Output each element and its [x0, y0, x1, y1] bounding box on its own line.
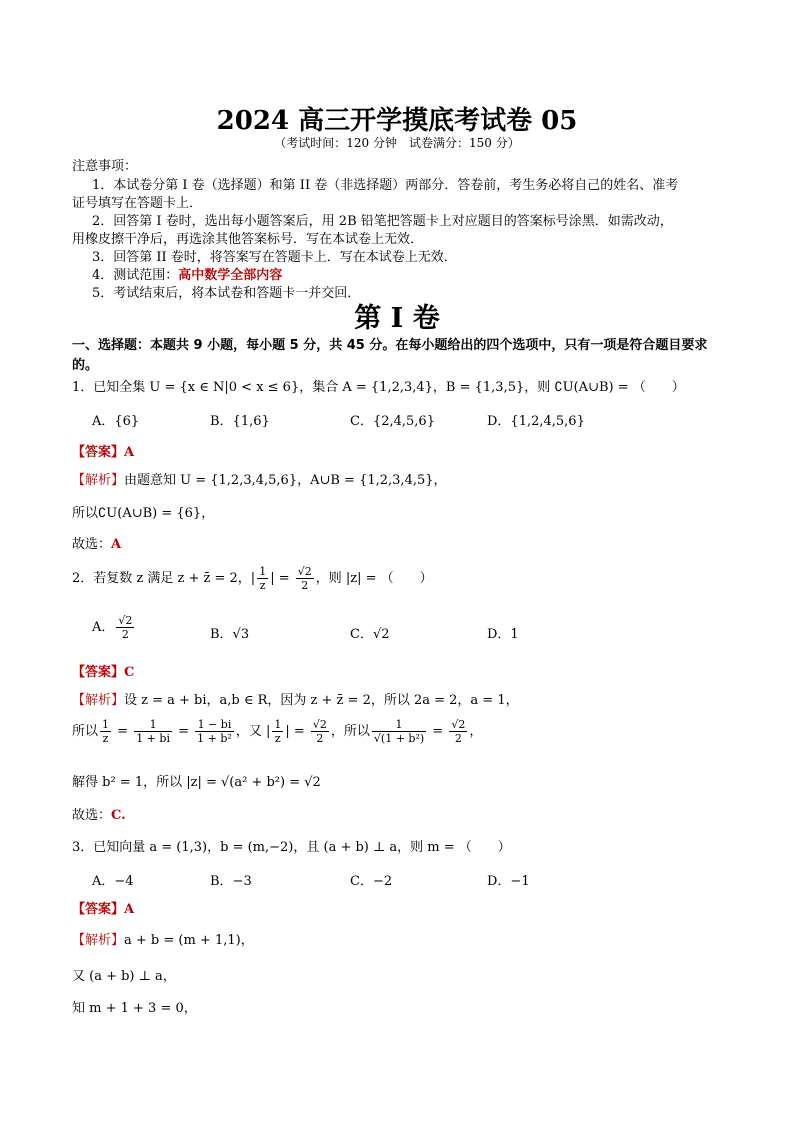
- choose-label: 故选：: [72, 537, 112, 552]
- question-1-stem: 1．已知全集 U = {x ∈ N|0 < x ≤ 6}，集合 A = {1,2,3,4}，B = {1,3,5}，则 ∁U(A∪B) = （ ）: [72, 380, 685, 395]
- answer-label: 【答案】: [72, 445, 125, 460]
- notice-item-2-line-2: 用橡皮擦干净后，再选涂其他答案标号．写在本试卷上无效．: [72, 232, 424, 247]
- numerator: 1: [259, 565, 267, 578]
- question-2-option-c: C．√2: [350, 627, 390, 642]
- question-3-option-d: D．−1: [487, 874, 530, 889]
- question-1-option-d: D．{1,2,4,5,6}: [487, 414, 585, 429]
- fraction: [296, 565, 314, 592]
- answer-value: A: [124, 445, 135, 460]
- notice-item-4-prefix: 4．测试范围：: [92, 268, 179, 283]
- analysis-label: 【解析】: [72, 933, 125, 948]
- choose-label: 故选：: [72, 808, 112, 823]
- stem-text: 2．若复数 z 满足 z + z̄ = 2，|: [72, 571, 256, 586]
- question-3-answer: [72, 898, 134, 917]
- fraction: [449, 718, 467, 745]
- question-3-analysis-line-3: 知 m + 1 + 3 = 0，: [72, 1001, 197, 1016]
- numerator: √2: [297, 565, 312, 578]
- section-heading: 一、选择题：本题共 9 小题，每小题 5 分，共 45 分。在每小题给出的四个选项中，只有一项是符合题目要求的。: [72, 338, 708, 373]
- denominator: z: [102, 732, 109, 745]
- analysis-text: ∁U(A∪B) = {6}，: [98, 506, 215, 521]
- choose-value: A: [111, 537, 122, 552]
- analysis-label: 【解析】: [72, 693, 125, 708]
- numerator: 1: [134, 718, 172, 732]
- question-2-option-b: B．√3: [210, 627, 250, 642]
- notice-item-2-line-1: 2．回答第 I 卷时，选出每小题答案后，用 2B 铅笔把答题卡上对应题目的答案标号涂黑．如需改动，: [92, 214, 673, 229]
- question-1-analysis: [72, 469, 447, 488]
- denominator: z: [259, 579, 266, 592]
- question-2-choose: [72, 804, 126, 823]
- notice-heading: 注意事项：: [72, 159, 138, 174]
- notice-item-4: [92, 264, 282, 283]
- fraction: [311, 718, 329, 745]
- question-3-analysis: [72, 929, 254, 948]
- exam-subtitle: （考试时间：120 分钟 试卷满分：150 分）: [274, 136, 520, 150]
- question-2-analysis-line-3: 解得 b² = 1，所以 |z| = √(a² + b²) = √2: [72, 775, 321, 790]
- volume-title: 第 I 卷: [354, 303, 440, 334]
- question-3-option-b: B．−3: [210, 874, 252, 889]
- text: =: [428, 724, 448, 739]
- notice-item-5: 5．考试结束后，将本试卷和答题卡一并交回．: [92, 286, 361, 301]
- numerator: 1 − bi: [195, 718, 234, 732]
- denominator: √(1 + b²): [373, 732, 425, 745]
- notice-item-3: 3．回答第 II 卷时，将答案写在答题卡上．写在本试卷上无效．: [92, 250, 457, 265]
- answer-label: 【答案】: [72, 665, 125, 680]
- text: =: [173, 724, 194, 739]
- analysis-text: 由题意知 U = {1,2,3,4,5,6}，A∪B = {1,2,3,4,5}，: [124, 473, 447, 488]
- text: =: [113, 724, 133, 739]
- fraction: [257, 565, 268, 592]
- fraction: [272, 718, 283, 745]
- denominator: 2: [121, 628, 129, 641]
- test-scope: 高中数学全部内容: [178, 268, 283, 283]
- exam-title: 2024 高三开学摸底考试卷 05: [216, 106, 578, 136]
- denominator: 2: [316, 732, 324, 745]
- fraction: [100, 718, 111, 745]
- question-1-analysis-line-2: [72, 502, 214, 521]
- fraction: [372, 718, 426, 745]
- answer-value: A: [124, 902, 135, 917]
- denominator: 1 + b²: [197, 732, 232, 745]
- numerator: √2: [118, 614, 133, 627]
- analysis-label: 【解析】: [72, 473, 125, 488]
- question-2-option-d: D．1: [487, 627, 519, 642]
- numerator: 1: [274, 718, 282, 731]
- denominator: z: [274, 732, 281, 745]
- stem-text: | =: [270, 571, 294, 586]
- denominator: 2: [301, 579, 309, 592]
- so-label: 所以: [72, 506, 99, 521]
- question-3-stem: 3．已知向量 a = (1,3)，b = (m,−2)，且 (a + b) ⊥ a，则 m = （ ）: [72, 840, 511, 855]
- fraction: [195, 718, 234, 745]
- fraction: [116, 614, 134, 641]
- question-1-option-b: B．{1,6}: [210, 414, 270, 429]
- numerator: 1: [102, 718, 110, 731]
- answer-value: C: [124, 665, 135, 680]
- analysis-text: a + b = (m + 1,1)，: [124, 933, 254, 948]
- text: ，又 |: [235, 724, 271, 739]
- choose-value: C.: [111, 808, 126, 823]
- numerator: 1: [372, 718, 426, 732]
- question-1-option-a: A．{6}: [92, 414, 140, 429]
- analysis-text: 设 z = a + bi，a,b ∈ R，因为 z + z̄ = 2，所以 2a = 2，a = 1，: [124, 693, 519, 708]
- question-3-option-a: A．−4: [92, 874, 134, 889]
- option-label: A．: [92, 620, 115, 635]
- fraction: [134, 718, 172, 745]
- text: ，所以: [330, 724, 370, 739]
- question-3-option-c: C．−2: [350, 874, 393, 889]
- numerator: √2: [451, 718, 466, 731]
- denominator: 1 + bi: [136, 732, 170, 745]
- denominator: 2: [454, 732, 462, 745]
- question-3-analysis-line-2: 又 (a + b) ⊥ a，: [72, 969, 176, 984]
- question-2-answer: [72, 661, 134, 680]
- stem-text: ，则 |z| = （ ）: [315, 571, 433, 586]
- question-1-option-c: C．{2,4,5,6}: [350, 414, 435, 429]
- question-2-analysis-line-2: [72, 718, 482, 745]
- question-1-answer: [72, 441, 134, 460]
- question-2-option-a: [92, 614, 136, 641]
- text: | =: [285, 724, 309, 739]
- notice-item-1-line-1: 1．本试卷分第 I 卷（选择题）和第 II 卷（非选择题）两部分．答卷前，考生务必将自己的姓名、准考: [92, 178, 679, 193]
- notice-item-1-line-2: 证号填写在答题卡上．: [72, 196, 203, 211]
- numerator: √2: [312, 718, 327, 731]
- question-2-analysis: [72, 689, 519, 708]
- question-1-choose: [72, 533, 121, 552]
- answer-label: 【答案】: [72, 902, 125, 917]
- text: ，: [469, 724, 483, 739]
- text: 所以: [72, 724, 99, 739]
- question-2-stem: [72, 565, 433, 592]
